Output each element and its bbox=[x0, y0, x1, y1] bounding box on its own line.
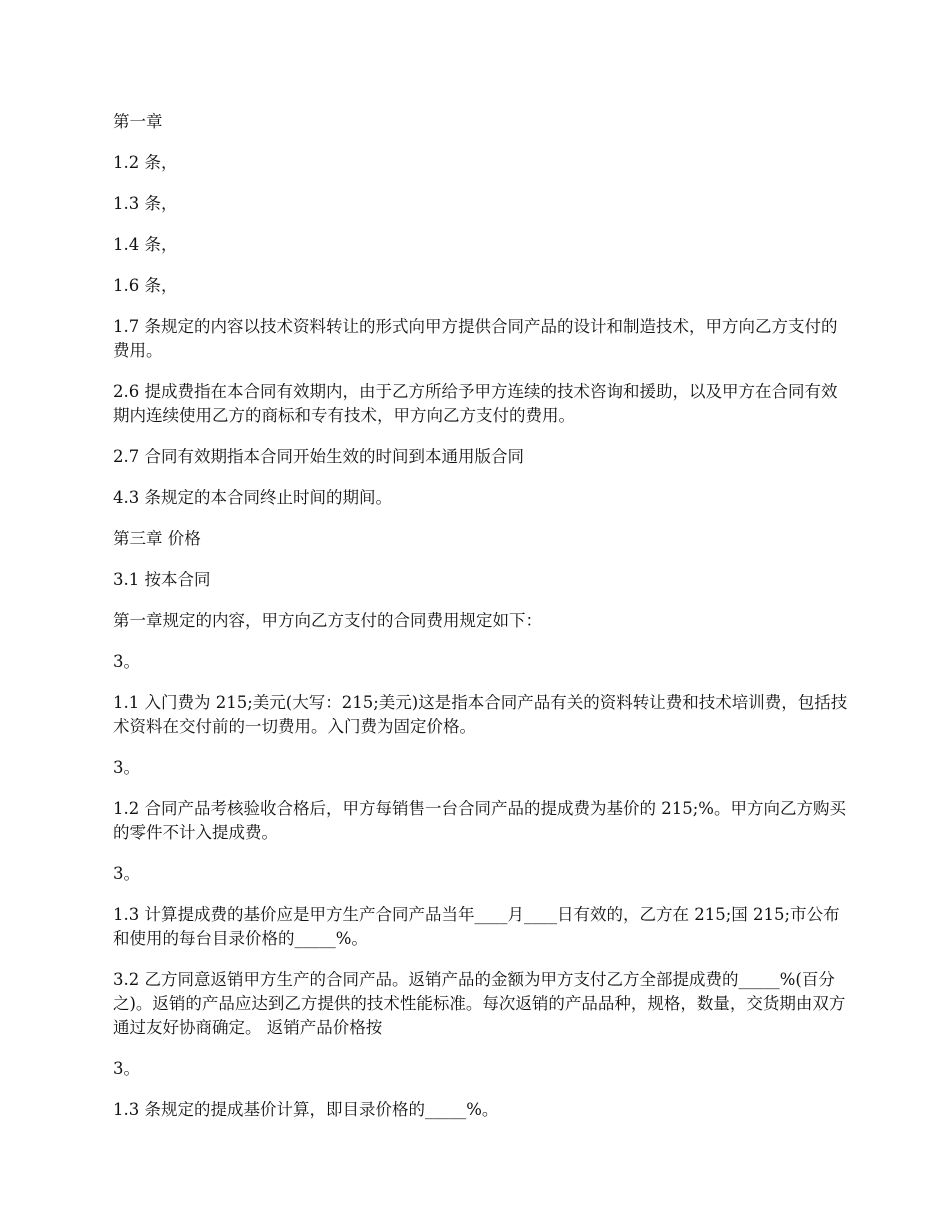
paragraph-section-3-b: 3。 bbox=[113, 758, 140, 777]
paragraph-clause-1-7: 1.7 条规定的内容以技术资料转让的形式向甲方提供合同产品的设计和制造技术，甲方向乙方支付的费用。 bbox=[113, 317, 838, 360]
paragraph-base-price: 1.3 计算提成费的基价应是甲方生产合同产品当年____月____日有效的，乙方在 215;国 215;市公布和使用的每台目录价格的_____%。 bbox=[113, 905, 840, 948]
paragraph-clause-1-6: 1.6 条， bbox=[113, 276, 178, 295]
paragraph-chapter-1: 第一章 bbox=[113, 112, 163, 131]
paragraph-entry-fee: 1.1 入门费为 215;美元(大写：215;美元)这是指本合同产品有关的资料转让费和技术培训费，包括技术资料在交付前的一切费用。入门费为固定价格。 bbox=[113, 693, 848, 736]
paragraph-royalty: 1.2 合同产品考核验收合格后，甲方每销售一台合同产品的提成费为基价的 215;%。甲方向乙方购买的零件不计入提成费。 bbox=[113, 799, 846, 842]
paragraph-clause-4-3: 4.3 条规定的本合同终止时间的期间。 bbox=[113, 488, 392, 507]
paragraph-section-3-d: 3。 bbox=[113, 1059, 140, 1078]
paragraph-clause-1-2: 1.2 条， bbox=[113, 153, 178, 172]
paragraph-clause-1-4: 1.4 条， bbox=[113, 235, 178, 254]
paragraph-clause-2-6: 2.6 提成费指在本合同有效期内，由于乙方所给予甲方连续的技术咨询和援助，以及甲方在合同有效期内连续使用乙方的商标和专有技术，甲方向乙方支付的费用。 bbox=[113, 382, 838, 425]
paragraph-chapter-1-ref: 第一章规定的内容，甲方向乙方支付的合同费用规定如下： bbox=[113, 611, 542, 630]
document-body bbox=[113, 110, 853, 1139]
paragraph-buyback-price: 1.3 条规定的提成基价计算，即目录价格的_____%。 bbox=[113, 1100, 499, 1119]
paragraph-clause-3-1: 3.1 按本合同 bbox=[113, 570, 211, 589]
paragraph-section-3-c: 3。 bbox=[113, 864, 140, 883]
paragraph-clause-2-7: 2.7 合同有效期指本合同开始生效的时间到本通用版合同 bbox=[113, 447, 524, 466]
paragraph-section-3-a: 3。 bbox=[113, 652, 140, 671]
paragraph-clause-1-3: 1.3 条， bbox=[113, 194, 178, 213]
paragraph-chapter-3-heading: 第三章 价格 bbox=[113, 529, 201, 548]
paragraph-clause-3-2: 3.2 乙方同意返销甲方生产的合同产品。返销产品的金额为甲方支付乙方全部提成费的_____%(百分之)。返销的产品应达到乙方提供的技术性能标准。每次返销的产品品种，规格，数量，交货期由双方通过友好协商确定。 返销产品价格按 bbox=[113, 970, 846, 1037]
